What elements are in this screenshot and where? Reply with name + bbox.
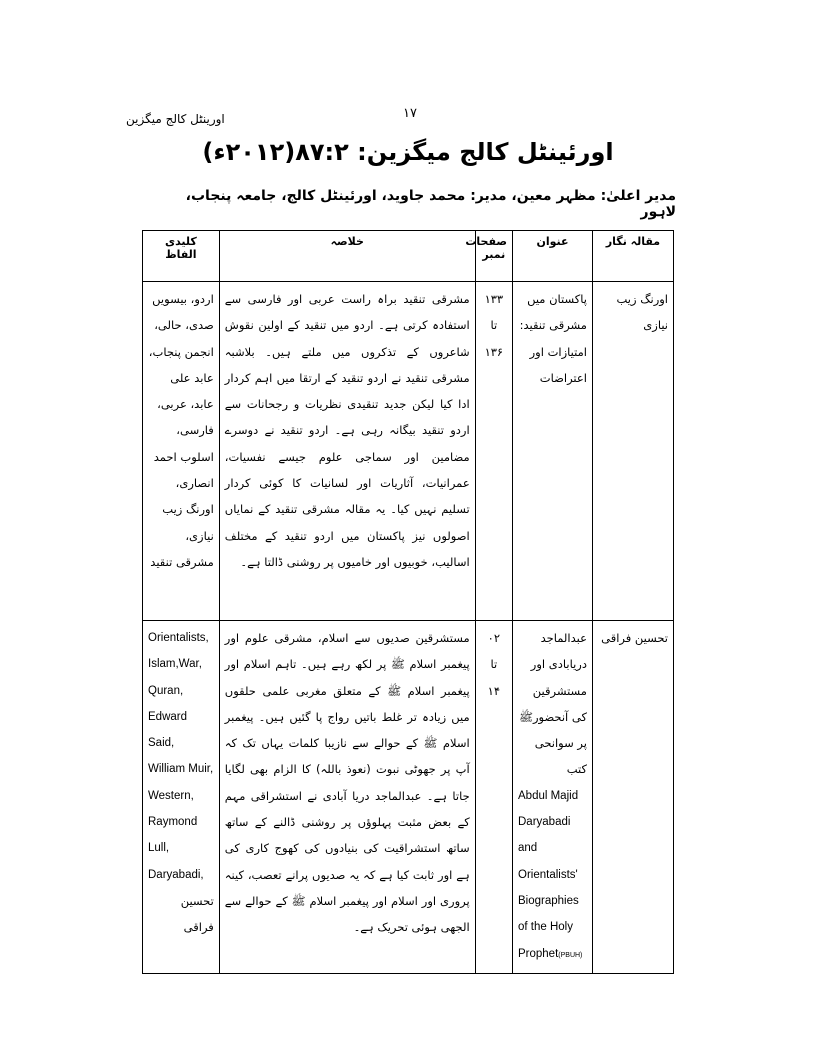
table-header-row	[143, 231, 674, 282]
table-row	[143, 621, 674, 974]
keywords-cell: اردو، بیسویں صدی، حالی، انجمن پنجاب، عابد علی عابد، عربی، فارسی، اسلوب احمد انصاری، اورنگ زیب نیازی، مشرقی تنقید	[143, 282, 220, 621]
title-urdu: عبدالماجد دریابادی اور مستشرقین کی آنحضورﷺ پر سوانحی کتب	[519, 631, 587, 777]
header-author: مقالہ نگار	[592, 231, 673, 282]
summary-cell: مشرقی تنقید براہ راست عربی اور فارسی سے استفادہ کرتی ہے۔ اردو میں تنقید کے اولین نقوش شاعروں کے تذکروں میں ملتے ہیں۔ بلاشبہ مشرقی تنقید نے اردو تنقید کے ارتقا میں اہم کردار ادا کیا لیکن جدید تنقیدی نظریات و رجحانات سے اردو تنقید بیگانہ رہی ہے۔ اردو تنقید نے دوسرے مضامین اور سماجی علوم جیسے نفسیات، عمرانیات، آثاریات اور لسانیات کا کوئی کردار تسلیم نہیں کیا۔ یہ مقالہ مشرقی تنقید کے نمایاں اصولوں نیز پاکستان میں اردو تنقید کے مختلف اسالیب، خوبیوں اور خامیوں پر روشنی ڈالتا ہے۔	[219, 282, 475, 621]
title-cell: پاکستان میں مشرقی تنقید: امتیازات اور اعتراضات	[513, 282, 593, 621]
keywords-cell	[143, 621, 220, 974]
author-cell: تحسین فراقی	[592, 621, 673, 974]
keywords-english: Orientalists, Islam,War, Quran, Edward Said, William Muir, Western, Raymond Lull, Daryabadi,	[148, 632, 214, 881]
editors-line: مدیر اعلیٰ: مظہر معین، مدیر: محمد جاوید، اورئینٹل کالج، جامعہ پنجاب، لاہور	[185, 188, 676, 220]
header-summary: خلاصہ	[219, 231, 475, 282]
header-pages: صفحات نمبر	[475, 231, 512, 282]
pages-to: ۱۳۶	[484, 344, 504, 359]
title-cell	[513, 621, 593, 974]
pages-separator: تا	[490, 657, 498, 672]
summary-cell: مستشرقین صدیوں سے اسلام، مشرقی علوم اور پیغمبر اسلام ﷺ پر لکھ رہے ہیں۔ تاہم اسلام اور پیغمبر اسلام ﷺ کے متعلق مغربی علمی حلقوں میں زیادہ تر غلط باتیں رواج پا گئیں ہیں۔ پیغمبر اسلام ﷺ کے حوالے سے نازیبا کلمات یہاں تک کہ آپ پر جھوٹی نبوت (نعوذ باللہ) کا الزام بھی لگایا جاتا ہے۔ عبدالماجد دریا آبادی نے استشراقی مہم کے بعض مثبت پہلوؤں پر روشنی ڈالنے کے ساتھ ساتھ استشراقیت کی بنیادوں کی کھوج کاری کی ہے اور ثابت کیا ہے کہ یہ صدیوں پرانے تعصب، کینہ پروری اور اسلام اور پیغمبر اسلام ﷺ کے حوالے سے الجھی ہوئی تحریک ہے۔	[219, 621, 475, 974]
pages-from: ۱۳۳	[484, 292, 504, 306]
table-row	[143, 282, 674, 621]
title-english-text: Abdul Majid Daryabadi and Orientalists' Biographies of the Holy Prophet	[518, 789, 579, 960]
title-english	[518, 783, 587, 969]
running-title: اورینٹل کالج میگزین	[126, 112, 225, 126]
journal-title: اورئینٹل کالج میگزین: ۸۷:۲(۲۰۱۲ء)	[202, 138, 614, 166]
pages-cell	[475, 282, 512, 621]
author-cell: اورنگ زیب نیازی	[592, 282, 673, 621]
articles-table	[142, 230, 674, 974]
pages-cell	[475, 621, 512, 974]
pbuh-suffix: (PBUH)	[558, 951, 583, 959]
page-number: ۱۷	[403, 106, 417, 121]
pages-to: ۱۴	[487, 683, 501, 698]
header-keywords: کلیدی الفاظ	[143, 231, 220, 282]
header-title: عنوان	[513, 231, 593, 282]
keywords-urdu: تحسین فراقی	[180, 893, 214, 935]
pages-from: ۰۲	[487, 631, 501, 645]
pages-separator: تا	[490, 318, 498, 333]
